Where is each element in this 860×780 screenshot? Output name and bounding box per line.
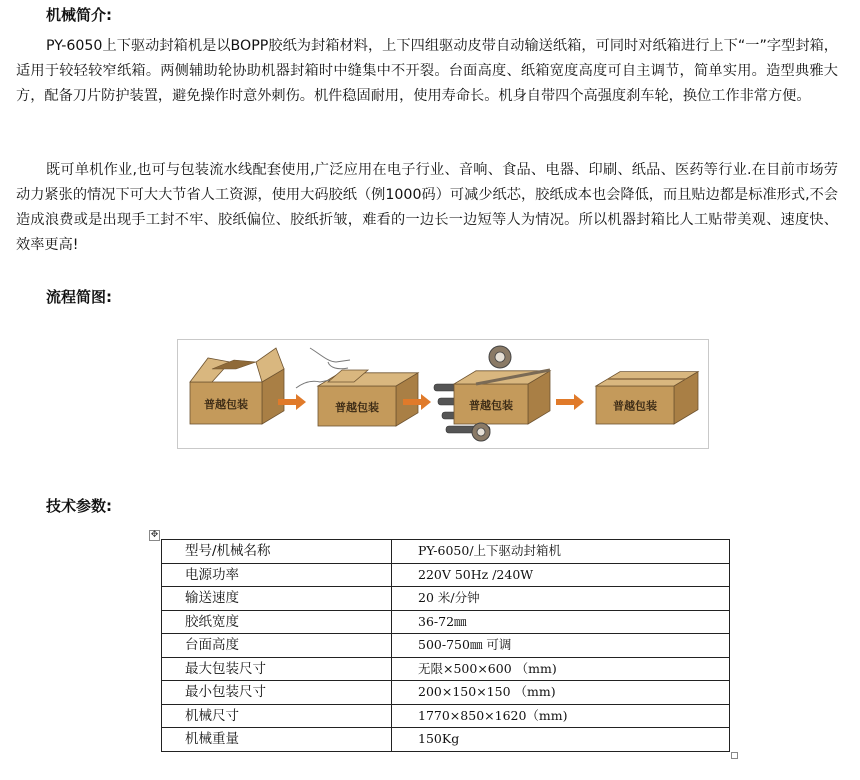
spec-label: 最小包装尺寸 xyxy=(162,681,392,705)
intro-paragraph-2: 既可单机作业,也可与包装流水线配套使用,广泛应用在电子行业、音响、食品、电器、印刷、纸品、医药等行业.在目前市场劳动力紧张的情况下可大大节省人工资源，使用大码胶纸（例1000码）可减少纸芯，胶纸成本也会降低，而且贴边都是标准形式,不会造成浪费或是出现手工封不牢、胶纸偏位、胶纸折皱，难看的一边长一边短等人为情况。所以机器封箱比人工贴带美观、速度快、效率更高! xyxy=(16,162,838,253)
specs-heading: 技术参数: xyxy=(46,497,112,515)
table-row xyxy=(162,657,730,681)
spec-label: 最大包装尺寸 xyxy=(162,657,392,681)
spec-label: 电源功率 xyxy=(162,563,392,587)
spec-label: 输送速度 xyxy=(162,587,392,611)
spec-value: 36-72㎜ xyxy=(392,610,730,634)
table-row xyxy=(162,563,730,587)
flow-diagram-graphic xyxy=(178,340,708,448)
intro-heading: 机械简介: xyxy=(46,6,112,24)
box-label: 普越包装 xyxy=(469,398,513,412)
spec-value: 220V 50Hz /240W xyxy=(392,563,730,587)
flow-diagram xyxy=(177,339,709,449)
spec-label: 型号/机械名称 xyxy=(162,540,392,564)
table-resize-handle[interactable] xyxy=(731,752,738,759)
flow-heading: 流程简图: xyxy=(46,288,112,306)
spec-label: 胶纸宽度 xyxy=(162,610,392,634)
tape-roll-box-icon xyxy=(434,346,550,441)
table-move-handle[interactable]: ✥ xyxy=(150,530,159,540)
specs-table xyxy=(161,539,730,752)
table-row xyxy=(162,634,730,658)
table-row xyxy=(162,728,730,752)
flow-arrow-icon xyxy=(556,394,584,410)
table-row xyxy=(162,587,730,611)
spec-value: 无限×500×600 （mm) xyxy=(392,657,730,681)
table-row xyxy=(162,540,730,564)
open-box-icon xyxy=(190,348,284,424)
spec-label: 台面高度 xyxy=(162,634,392,658)
hand-folding-box-icon xyxy=(296,348,418,426)
spec-label: 机械重量 xyxy=(162,728,392,752)
box-label: 普越包装 xyxy=(613,399,657,413)
spec-value: 20 米/分钟 xyxy=(392,587,730,611)
spec-value: PY-6050/上下驱动封箱机 xyxy=(392,540,730,564)
box-label: 普越包装 xyxy=(204,398,248,412)
table-row xyxy=(162,681,730,705)
spec-value: 500-750㎜ 可调 xyxy=(392,634,730,658)
spec-value: 1770×850×1620（mm) xyxy=(392,704,730,728)
table-row xyxy=(162,704,730,728)
spec-value: 200×150×150 （mm) xyxy=(392,681,730,705)
table-row xyxy=(162,610,730,634)
box-label: 普越包装 xyxy=(335,400,379,414)
spec-value: 150Kg xyxy=(392,728,730,752)
sealed-box-icon xyxy=(596,372,698,424)
spec-label: 机械尺寸 xyxy=(162,704,392,728)
intro-paragraph-1: PY-6050上下驱动封箱机是以BOPP胶纸为封箱材料，上下四组驱动皮带自动输送纸箱，可同时对纸箱进行上下“一”字型封箱，适用于较轻较窄纸箱。两侧辅助轮协助机器封箱时中缝集中不开裂。台面高度、纸箱宽度高度可自主调节，简单实用。造型典雅大方，配备刀片防护装置，避免操作时意外刺伤。机件稳固耐用，使用寿命长。机身自带四个高强度刹车轮，换位工作非常方便。 xyxy=(16,38,838,104)
